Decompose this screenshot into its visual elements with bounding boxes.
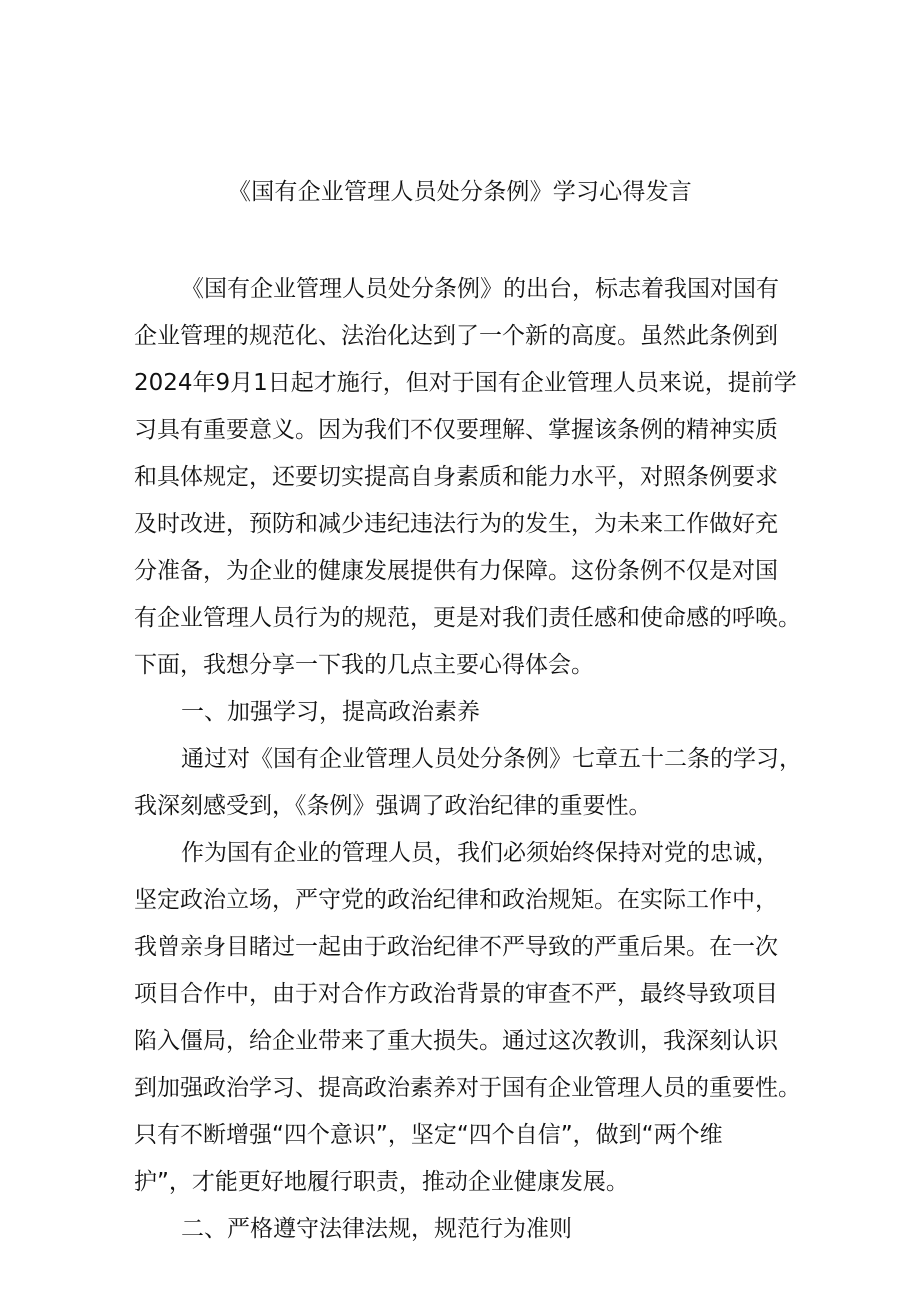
- paragraph-line: 企业管理的规范化、法治化达到了一个新的高度。虽然此条例到: [134, 323, 778, 349]
- paragraph-line: 分准备，为企业的健康发展提供有力保障。这份条例不仅是对国: [134, 558, 778, 584]
- paragraph-line: 护”，才能更好地履行职责，推动企业健康发展。: [134, 1169, 629, 1195]
- paragraph-line: 有企业管理人员行为的规范，更是对我们责任感和使命感的呼唤。: [134, 605, 801, 631]
- paragraph-line: 陷入僵局，给企业带来了重大损失。通过这次教训，我深刻认识: [134, 1028, 778, 1054]
- paragraph-line: 到加强政治学习、提高政治素养对于国有企业管理人员的重要性。: [134, 1075, 801, 1101]
- paragraph-line: 项目合作中，由于对合作方政治背景的审查不严，最终导致项目: [134, 981, 778, 1007]
- section-heading: 一、加强学习，提高政治素养: [181, 699, 480, 725]
- document-body: [134, 266, 814, 1253]
- paragraph-line: 及时改进，预防和减少违纪违法行为的发生，为未来工作做好充: [134, 511, 778, 537]
- paragraph-line: 下面，我想分享一下我的几点主要心得体会。: [134, 652, 594, 678]
- paragraph-line: 坚定政治立场，严守党的政治纪律和政治规矩。在实际工作中，: [134, 887, 778, 913]
- section-heading: 二、严格遵守法律法规，规范行为准则: [181, 1216, 572, 1242]
- paragraph-line: 通过对《国有企业管理人员处分条例》七章五十二条的学习，: [181, 746, 802, 772]
- paragraph-line: 作为国有企业的管理人员，我们必须始终保持对党的忠诚，: [181, 840, 779, 866]
- document-title: 《国有企业管理人员处分条例》学习心得发言: [228, 179, 692, 205]
- paragraph-line: 2024年9月1日起才施行，但对于国有企业管理人员来说，提前学: [134, 370, 797, 396]
- paragraph-line: 习具有重要意义。因为我们不仅要理解、掌握该条例的精神实质: [134, 417, 778, 443]
- paragraph-line: 《国有企业管理人员处分条例》的出台，标志着我国对国有: [181, 276, 779, 302]
- paragraph-line: 和具体规定，还要切实提高自身素质和能力水平，对照条例要求: [134, 464, 778, 490]
- paragraph-line: 我曾亲身目睹过一起由于政治纪律不严导致的严重后果。在一次: [134, 934, 778, 960]
- paragraph-line: 我深刻感受到，《条例》强调了政治纪律的重要性。: [134, 793, 652, 819]
- paragraph-line: 只有不断增强“四个意识”，坚定“四个自信”，做到“两个维: [134, 1122, 723, 1148]
